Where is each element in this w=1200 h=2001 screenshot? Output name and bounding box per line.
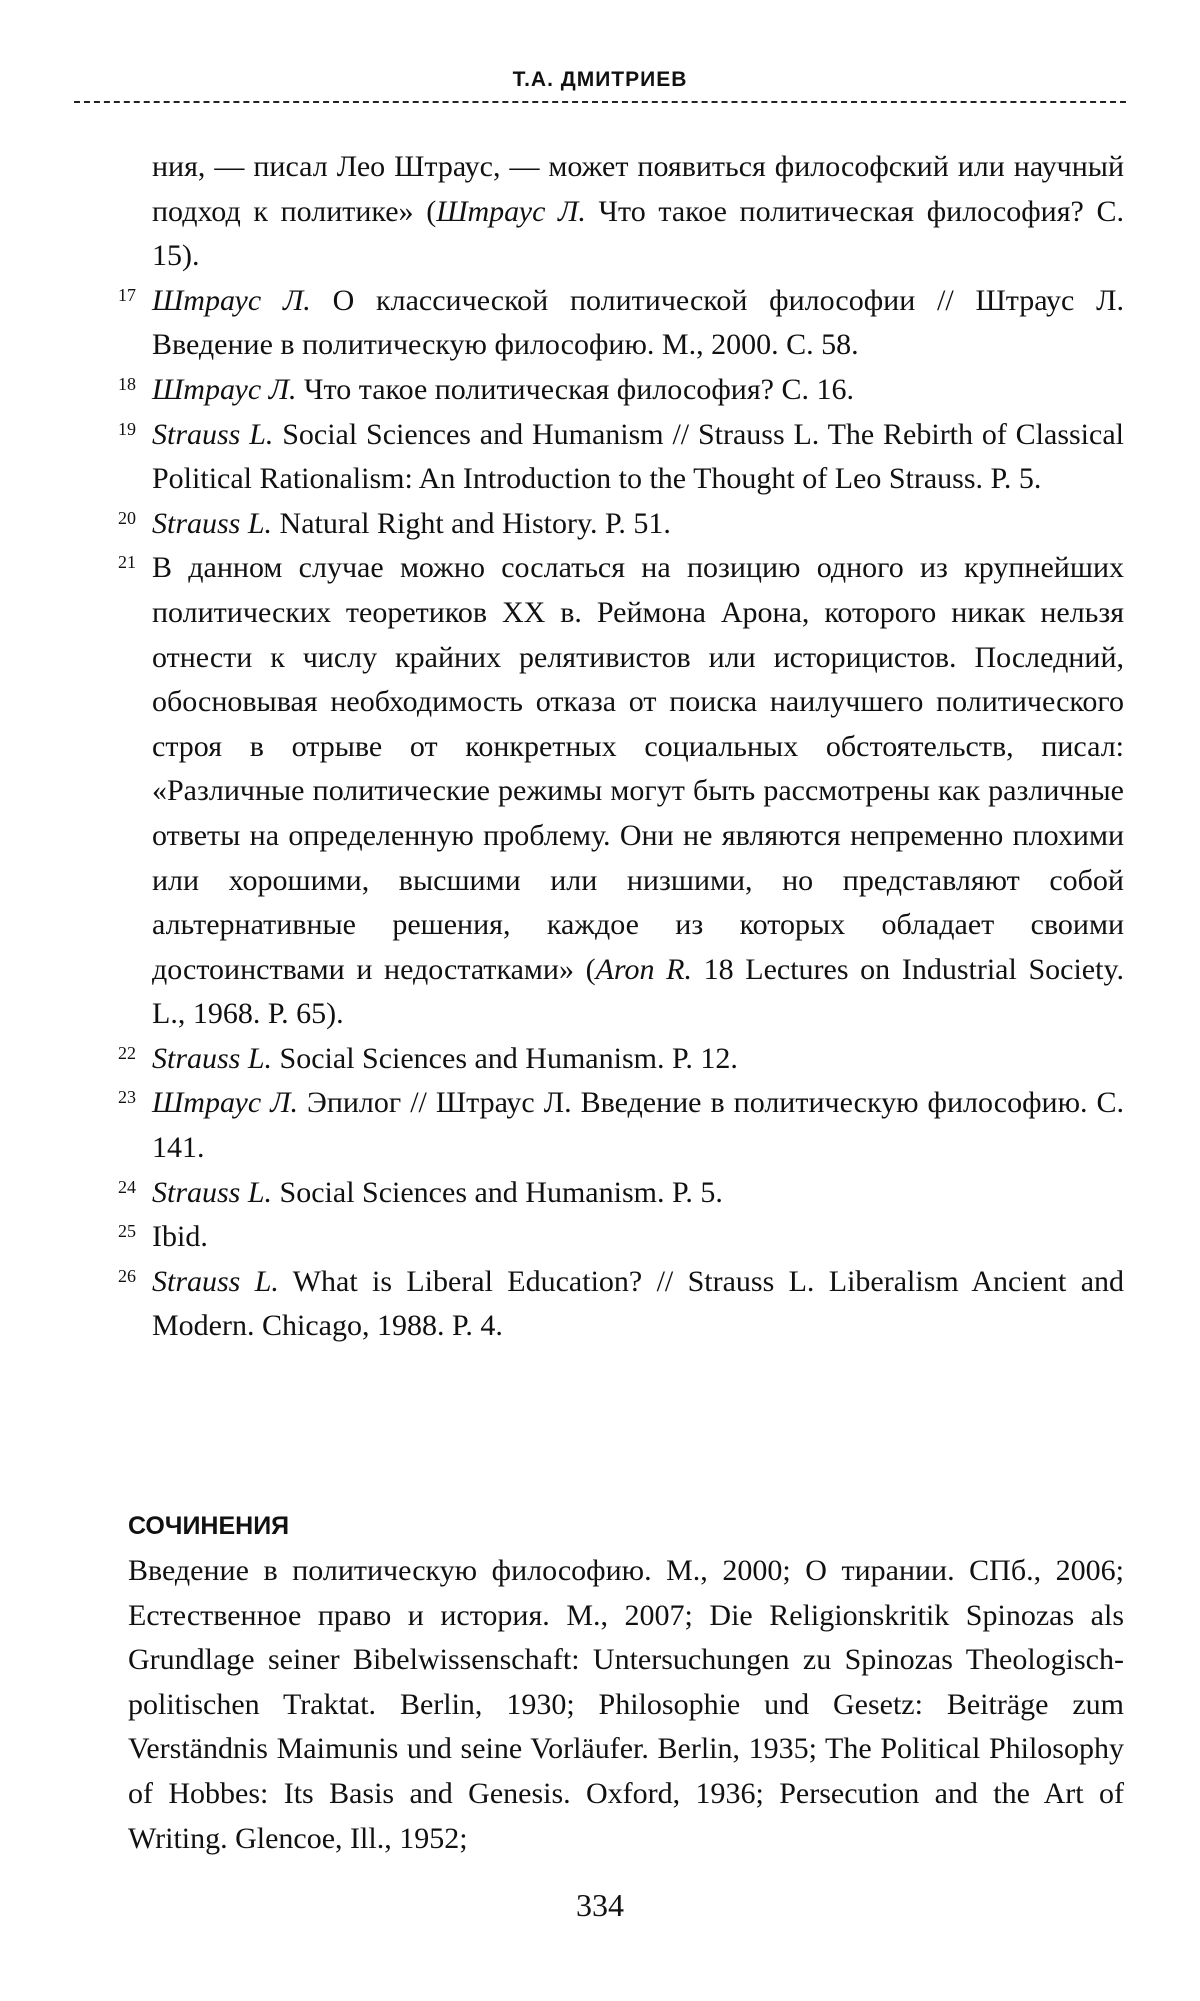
note-author: Штраус Л. [152,283,311,317]
note-author: Штраус Л. [152,372,297,406]
note-number: 21 [118,552,136,573]
note-text: Social Sciences and Humanism. P. 12. [272,1041,738,1075]
note-author: Aron R. [595,952,692,986]
note-number: 17 [118,284,136,305]
note-author: Strauss L. [152,1264,279,1298]
note-author: Штраус Л. [436,194,586,228]
note-text: Что такое политическая философия? С. 16. [296,372,854,406]
endnote-18 [118,368,1124,413]
header-rule [74,101,1126,103]
endnote-24 [118,1171,1124,1216]
note-text-tail: Что такое политическая философия? С. 15). [152,194,1124,273]
endnote-17 [118,279,1124,368]
works-section [128,1512,1124,1861]
note-text: What is Liberal Education? // Strauss L. Liberalism Ancient and Modern. Chicago, 1988. P. 4. [152,1264,1125,1343]
note-author: Strauss L. [152,1175,273,1209]
endnote-continuation [128,145,1124,279]
running-head: Т.А. ДМИТРИЕВ [512,68,688,91]
note-author: Strauss L. [152,417,274,451]
note-text: Social Sciences and Humanism. P. 5. [272,1175,723,1209]
note-text: Social Sciences and Humanism // Strauss L. The Rebirth of Classical Political Rationalism: An Introduction to the Thought of Leo Strauss. P. 5. [152,417,1124,496]
note-text: О классической политической философии // Штраус Л. Введение в политическую философию. М., 2000. С. 58. [152,283,1124,362]
page-number: 334 [576,1887,624,1923]
endnote-25 [118,1215,1124,1260]
note-text: ния, — писал Лео Штраус, — может появиться философский или научный подход к политике» ( [152,150,1124,228]
note-author: Strauss L. [152,506,273,540]
note-number: 22 [118,1042,136,1063]
note-author: Штраус Л. [152,1086,299,1120]
note-number: 24 [118,1176,136,1197]
works-list-text: Введение в политическую философию. М., 2000; О тирании. СПб., 2006; Естественное право и история. М., 2007; Die Religionskritik Spinozas als Grundlage seiner Bibelwissenschaft: Untersuchungen zu Spinozas Theologisch-politischen Traktat. Berlin, 1930; Philosophie und Gesetz: Beiträge zum Verständnis Maimunis und seine Vorläufer. Berlin, 1935; The Political Philosophy of Hobbes: Its Basis and Genesis. Oxford, 1936; Persecution and the Art of Writing. Glencoe, Ill., 1952; [128,1554,1124,1855]
note-number: 19 [118,418,136,439]
note-text: Ibid. [152,1220,208,1254]
endnote-19 [118,413,1124,502]
note-number: 23 [118,1087,136,1108]
note-text-tail: 18 Lectures on Industrial Society. L., 1968. P. 65). [152,952,1124,1031]
endnote-26 [118,1260,1125,1349]
endnote-20 [118,502,1124,547]
note-number: 25 [118,1221,136,1242]
note-text: В данном случае можно сослаться на позицию одного из крупнейших политических теоретиков XX в. Реймона Арона, которого никак нельзя отнести к числу крайних релятивистов или историцистов. Последний, обосновывая необходимость отказа от поиска наилучшего политического строя в отрыве от конкретных социальных обстоятельств, писал: «Различные политические режимы могут быть рассмотрены как различные ответы на определенную проблему. Они не являются непременно плохими или хорошими, высшими или низшими, но представляют собой альтернативные решения, каждое из которых обладает своими достоинствами и недостатками» ( [152,551,1124,986]
note-text: Natural Right and History. P. 51. [272,506,671,540]
note-text: Эпилог // Штраус Л. Введение в политическую философию. С. 141. [152,1086,1124,1165]
section-heading: СОЧИНЕНИЯ [128,1512,290,1540]
endnote-23 [118,1081,1124,1170]
endnotes-list [118,145,1125,1349]
note-number: 26 [118,1265,136,1286]
note-author: Strauss L. [152,1041,273,1075]
endnote-22 [118,1037,1124,1082]
endnote-21 [118,546,1124,1037]
note-number: 20 [118,507,136,528]
note-number: 18 [118,373,136,394]
